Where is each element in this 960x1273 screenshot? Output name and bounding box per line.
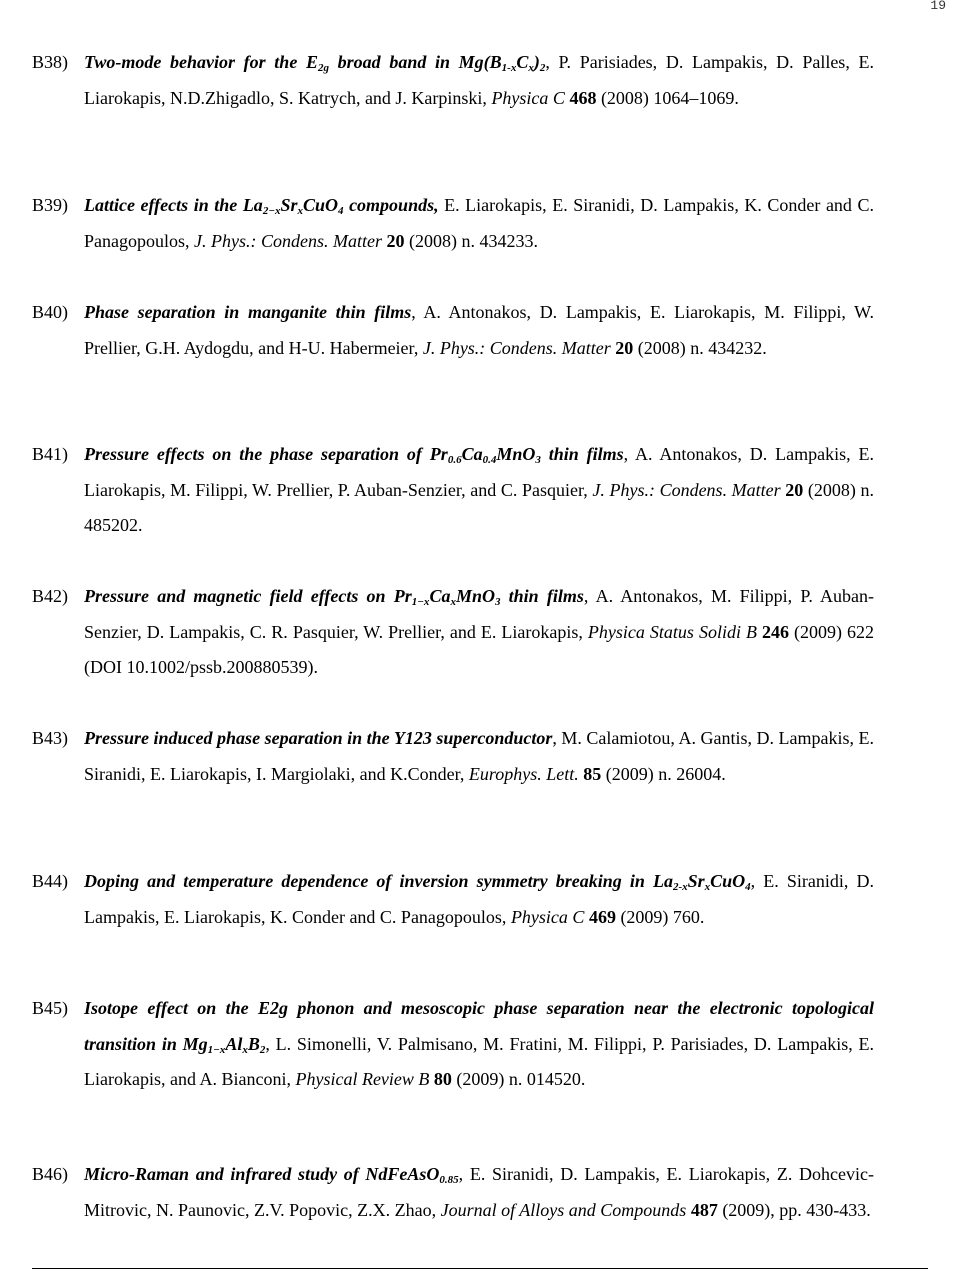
reference-title: Doping and temperature dependence of inversion symmetry breaking in $La_{2-x}Sr_xCuO_4$: [84, 871, 751, 893]
reference-entry: [32, 188, 874, 259]
reference-pages: (2009) n. 26004.: [601, 763, 726, 784]
reference-pages: (2009), pp. 430-433.: [717, 1199, 871, 1220]
reference-volume: 80: [433, 1069, 452, 1089]
reference-journal: Journal of Alloys and Compounds: [440, 1199, 687, 1220]
reference-body: [84, 864, 874, 935]
reference-entry: [32, 721, 874, 792]
reference-title: Isotope effect on the E2g phonon and mesoscopic phase separation near the electronic topological transition in $Mg_{1-x}Al_xB_2$: [84, 998, 874, 1056]
reference-volume: 20: [615, 337, 634, 358]
reference-id: B46): [32, 1164, 68, 1184]
reference-journal: J. Phys.: Condens. Matter: [592, 479, 781, 500]
reference-authors: , M. Calamiotou, A. Gantis, D. Lampakis, E. Siranidi, E. Liarokapis, I. Margiolaki, and K.Conder,: [84, 728, 874, 784]
reference-volume: 20: [785, 479, 804, 500]
reference-pages: (2008) n. 434233.: [404, 230, 538, 251]
reference-pages: (2009) n. 014520.: [451, 1069, 586, 1089]
reference-body: [84, 1157, 874, 1228]
reference-title: Phase separation in manganite thin films: [84, 302, 412, 322]
reference-pages: (2009) 622 (DOI 10.1002/pssb.200880539).: [84, 621, 874, 677]
reference-body: [84, 295, 874, 366]
reference-title: Two-mode behavior for the $E_{2g}$ broad band in $Mg(B_{1-x}C_x)_2$: [84, 52, 546, 74]
reference-id: B45): [32, 998, 68, 1018]
reference-id: B40): [32, 302, 68, 322]
reference-authors: , P. Parisiades, D. Lampakis, D. Palles, E. Liarokapis, N.D.Zhigadlo, S. Katrych, and J. Karpinski,: [84, 52, 874, 108]
reference-pages: (2008) n. 485202.: [84, 479, 874, 535]
reference-title: Pressure and magnetic field effects on $Pr_{1-x}Ca_xMnO_3$ thin films: [84, 586, 584, 608]
reference-entry: [32, 1157, 874, 1228]
reference-journal: Physica C: [510, 906, 585, 927]
reference-body: [84, 45, 874, 116]
reference-body: [84, 721, 874, 792]
reference-title: Pressure induced phase separation in the Y123 superconductor: [84, 728, 553, 748]
reference-entry: [32, 45, 874, 116]
reference-body: [84, 188, 874, 259]
reference-journal: Physica Status Solidi B: [587, 621, 757, 642]
reference-title: Lattice effects in the $La_{2-x}Sr_xCuO_4$ compounds,: [84, 195, 439, 217]
reference-entry: [32, 579, 874, 686]
reference-authors: , L. Simonelli, V. Palmisano, M. Fratini, M. Filippi, P. Parisiades, D. Lampakis, E. Liarokapis, and A. Bianconi,: [84, 1033, 874, 1089]
reference-authors: , A. Antonakos, M. Filippi, P. Auban-Senzier, D. Lampakis, C. R. Pasquier, W. Prellier, and E. Liarokapis,: [84, 586, 875, 642]
reference-authors: , A. Antonakos, D. Lampakis, E. Liarokapis, M. Filippi, W. Prellier, P. Auban-Senzier, and C. Pasquier,: [84, 444, 874, 500]
reference-volume: 246: [761, 621, 789, 642]
reference-id: B43): [32, 728, 68, 748]
reference-journal: Physical Review B: [295, 1069, 430, 1089]
reference-title: Pressure effects on the phase separation of $Pr_{0.6}Ca_{0.4}MnO_3$ thin films: [84, 444, 624, 466]
reference-pages: (2008) n. 434232.: [633, 337, 767, 358]
reference-journal: J. Phys.: Condens. Matter: [194, 230, 382, 251]
reference-id: B39): [32, 195, 68, 215]
reference-volume: 487: [690, 1199, 718, 1220]
reference-volume: 469: [588, 906, 616, 927]
reference-body: [84, 579, 874, 686]
reference-journal: Europhys. Lett.: [468, 763, 579, 784]
reference-body: [84, 437, 874, 544]
reference-volume: 20: [386, 230, 405, 251]
reference-authors: , E. Siranidi, D. Lampakis, E. Liarokapis, Z. Dohcevic-Mitrovic, N. Paunovic, Z.V. Popovic, Z.X. Zhao,: [84, 1164, 874, 1220]
reference-journal: J. Phys.: Condens. Matter: [422, 337, 611, 358]
page-number: 19: [930, 0, 946, 13]
reference-id: B44): [32, 871, 68, 891]
reference-authors: , A. Antonakos, D. Lampakis, E. Liarokapis, M. Filippi, W. Prellier, G.H. Aydogdu, and H-U. Habermeier,: [84, 302, 874, 358]
reference-title: Micro-Raman and infrared study of NdFeAsO$_{0.85}$: [84, 1164, 459, 1186]
reference-pages: (2009) 760.: [615, 906, 705, 927]
reference-pages: (2008) 1064–1069.: [596, 87, 739, 108]
footer-rule: [32, 1268, 928, 1269]
reference-entry: [32, 295, 874, 366]
reference-id: B41): [32, 444, 68, 464]
reference-volume: 468: [569, 87, 597, 108]
reference-journal: Physica C: [491, 87, 565, 108]
reference-authors: , E. Siranidi, D. Lampakis, E. Liarokapis, K. Conder and C. Panagopoulos,: [84, 871, 874, 927]
reference-authors: E. Liarokapis, E. Siranidi, D. Lampakis, K. Conder and C. Panagopoulos,: [84, 195, 874, 251]
reference-volume: 85: [583, 763, 602, 784]
reference-id: B42): [32, 586, 68, 606]
reference-entry: [32, 991, 874, 1098]
reference-body: [84, 991, 874, 1098]
reference-entry: [32, 864, 874, 935]
reference-id: B38): [32, 52, 68, 72]
reference-entry: [32, 437, 874, 544]
